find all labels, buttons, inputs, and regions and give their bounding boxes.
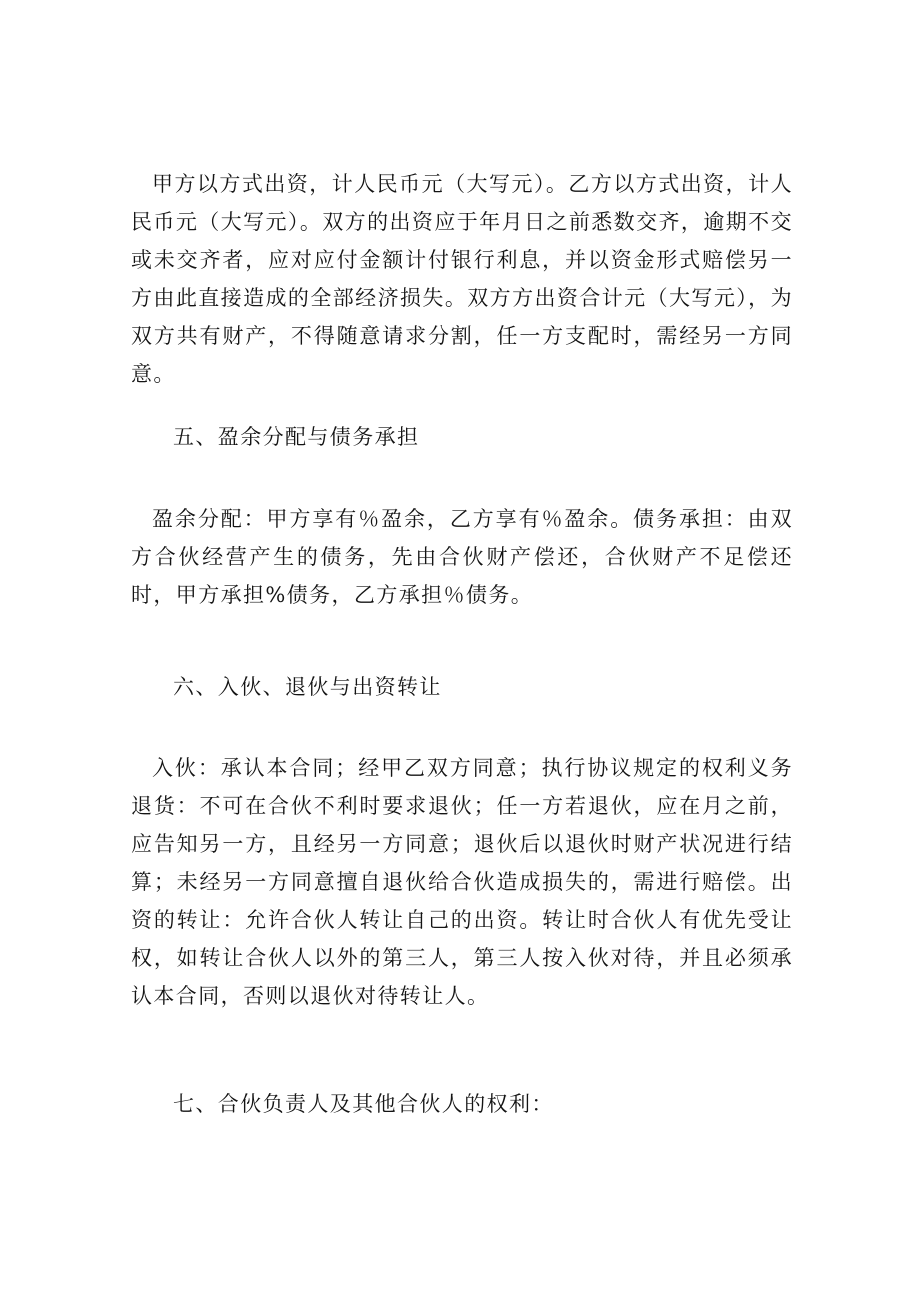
capital-contribution-paragraph: 甲方以方式出资，计人民币元（大写元）。乙方以方式出资，计人民币元（大写元）。双方的出资应于年月日之前悉数交齐，逾期不交或未交齐者，应对应付金额计付银行利息，并以资金形式赔偿另一方由此直接造成的全部经济损失。双方方出资合计元（大写元），为双方共有财产，不得随意请求分割，任一方支配时，需经另一方同意。 [131,172,793,386]
profit-debt-paragraph: 盈余分配：甲方享有％盈余，乙方享有％盈余。债务承担：由双方合伙经营产生的债务，先由合伙财产偿还，合伙财产不足偿还时，甲方承担%债务，乙方承担％债务。 [131,507,793,607]
section-five-heading: 五、盈余分配与债务承担 [173,425,420,449]
section-seven-heading: 七、合伙负责人及其他合伙人的权利： [173,1092,554,1116]
admission-withdrawal-paragraph: 入伙：承认本合同；经甲乙双方同意；执行协议规定的权利义务退货：不可在合伙不利时要求退伙；任一方若退伙，应在月之前，应告知另一方，且经另一方同意；退伙后以退伙时财产状况进行结算；未经另一方同意擅自退伙给合伙造成损失的，需进行赔偿。出资的转让：允许合伙人转让自己的出资。转让时合伙人有优先受让权，如转让合伙人以外的第三人，第三人按入伙对待，并且必须承认本合同，否则以退伙对待转让人。 [131,756,793,1008]
section-six-heading: 六、入伙、退伙与出资转让 [173,675,442,699]
